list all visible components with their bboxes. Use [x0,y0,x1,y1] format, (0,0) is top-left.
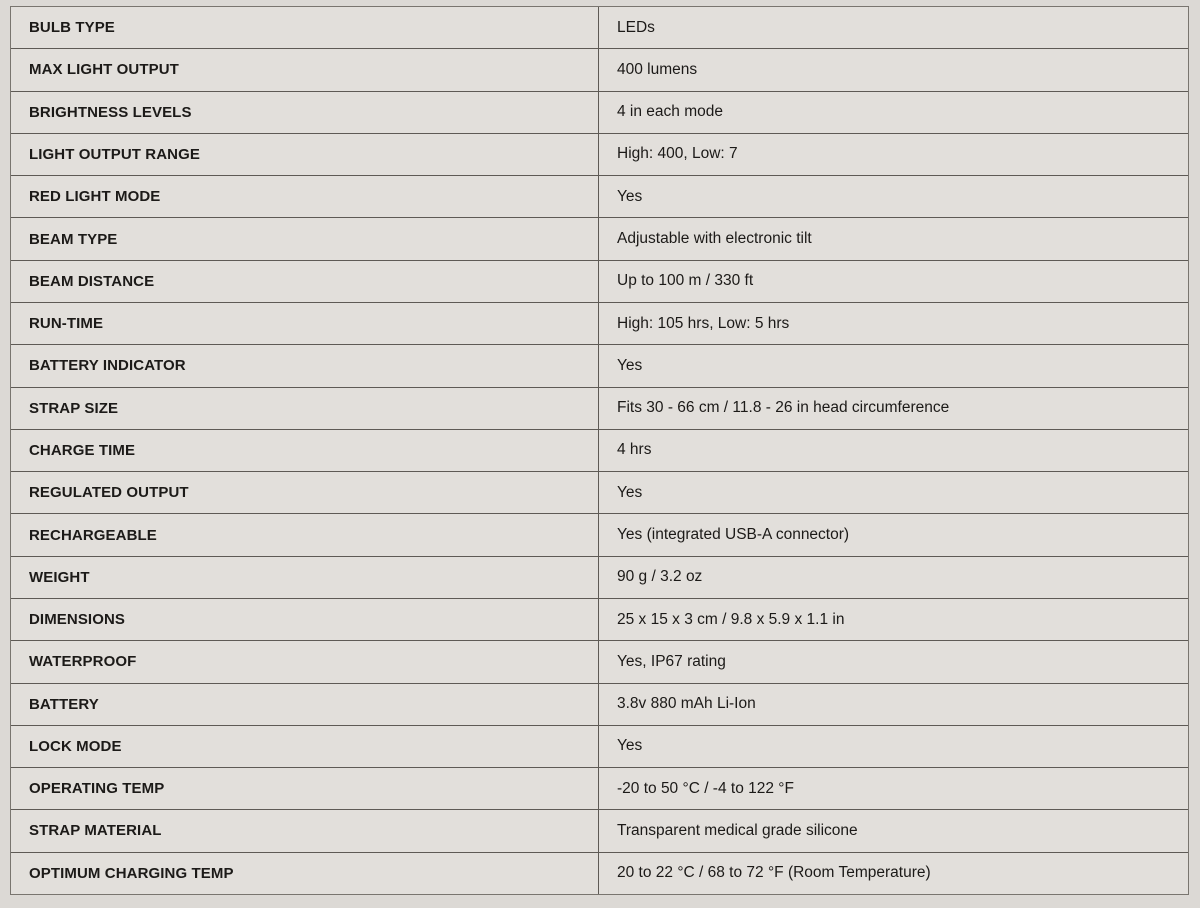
spec-value: Adjustable with electronic tilt [617,230,812,248]
spec-label: STRAP MATERIAL [11,810,599,851]
spec-value: 90 g / 3.2 oz [617,568,703,586]
table-row [11,683,1188,725]
spec-value: Yes [617,483,643,501]
table-row [11,91,1188,133]
spec-value: 20 to 22 °C / 68 to 72 °F (Room Temperature) [617,864,931,882]
table-row [11,7,1188,48]
spec-value: 4 in each mode [617,103,723,121]
table-row [11,513,1188,555]
table-row [11,429,1188,471]
table-row [11,175,1188,217]
table-row [11,640,1188,682]
spec-label: DIMENSIONS [11,599,599,640]
spec-label: CHARGE TIME [11,430,599,471]
table-row [11,767,1188,809]
spec-label: LOCK MODE [11,726,599,767]
spec-value: Yes (integrated USB-A connector) [617,526,850,544]
spec-value: High: 400, Low: 7 [617,145,738,163]
spec-label: BATTERY INDICATOR [11,345,599,386]
spec-label: LIGHT OUTPUT RANGE [11,134,599,175]
table-row [11,133,1188,175]
spec-value: 25 x 15 x 3 cm / 9.8 x 5.9 x 1.1 in [617,610,845,628]
spec-value: Fits 30 - 66 cm / 11.8 - 26 in head circumference [617,399,950,417]
spec-label: STRAP SIZE [11,388,599,429]
spec-value: Transparent medical grade silicone [617,821,858,839]
spec-label: OPTIMUM CHARGING TEMP [11,853,599,894]
spec-label: BEAM DISTANCE [11,261,599,302]
spec-value: Yes, IP67 rating [617,652,726,670]
table-row [11,387,1188,429]
spec-label: REGULATED OUTPUT [11,472,599,513]
spec-value: High: 105 hrs, Low: 5 hrs [617,314,790,332]
spec-value: 400 lumens [617,60,698,78]
table-row [11,217,1188,259]
table-row [11,725,1188,767]
spec-label: RED LIGHT MODE [11,176,599,217]
table-row [11,809,1188,851]
spec-label: WATERPROOF [11,641,599,682]
spec-label: OPERATING TEMP [11,768,599,809]
spec-label: RECHARGEABLE [11,514,599,555]
spec-label: MAX LIGHT OUTPUT [11,49,599,90]
table-row [11,852,1188,894]
spec-label: RUN-TIME [11,303,599,344]
table-row [11,302,1188,344]
table-row [11,556,1188,598]
spec-label: BRIGHTNESS LEVELS [11,92,599,133]
table-row [11,598,1188,640]
spec-value: 4 hrs [617,441,652,459]
spec-table [10,6,1189,895]
spec-value: 3.8v 880 mAh Li-Ion [617,695,756,713]
spec-value: Up to 100 m / 330 ft [617,272,754,290]
spec-value: LEDs [617,18,655,36]
spec-label: BATTERY [11,684,599,725]
table-row [11,260,1188,302]
table-row [11,344,1188,386]
spec-label: BULB TYPE [11,7,599,48]
spec-value: Yes [617,356,643,374]
table-row [11,471,1188,513]
spec-label: BEAM TYPE [11,218,599,259]
spec-label: WEIGHT [11,557,599,598]
table-row [11,48,1188,90]
spec-value: Yes [617,737,643,755]
spec-value: -20 to 50 °C / -4 to 122 °F [617,779,794,797]
spec-value: Yes [617,187,643,205]
